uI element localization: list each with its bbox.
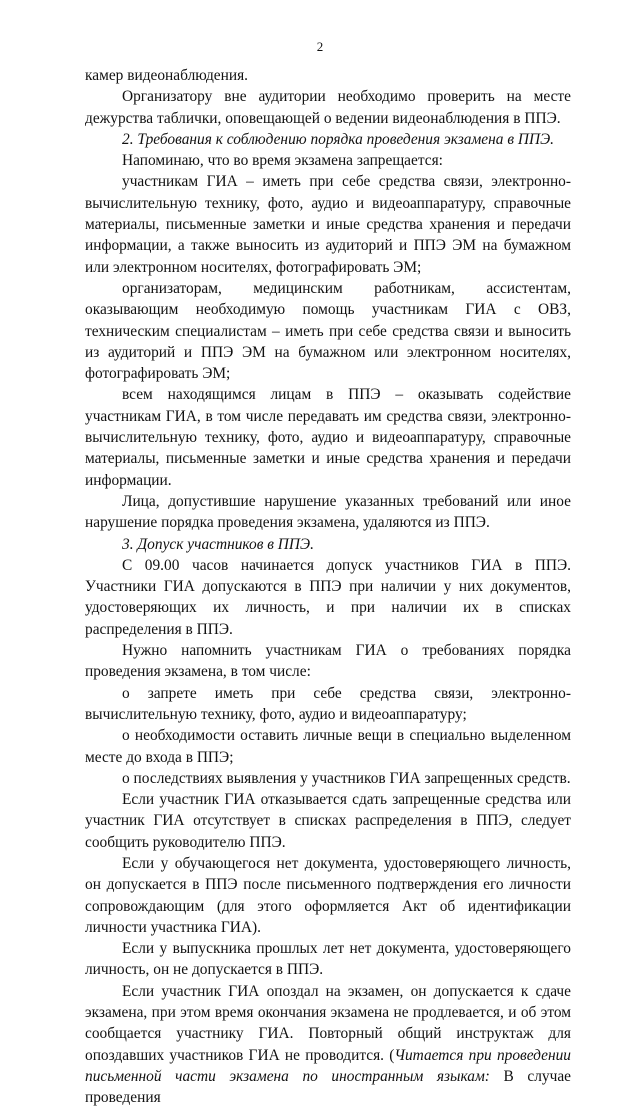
section-heading: 3. Допуск участников в ППЭ. bbox=[122, 535, 314, 553]
paragraph: Организатору вне аудитории необходимо проверить на месте дежурства таблички, оповещающей о ведении видеонаблюдения в ППЭ. bbox=[85, 88, 571, 127]
list-item: о запрете иметь при себе средства связи, электронно-вычислительную технику, фото, аудио и видеоаппаратуру; bbox=[85, 684, 571, 723]
paragraph: Напоминаю, что во время экзамена запрещается: bbox=[122, 152, 443, 170]
page-number: 2 bbox=[316, 39, 324, 54]
list-item: всем находящимся лицам в ППЭ – оказывать содействие участникам ГИА, в том числе передавать им средства связи, электронно-вычислительную технику, фото, аудио и видеоаппаратуру, справочные материалы, письменные заметки и иные средства хранения и передачи информации. bbox=[85, 386, 571, 489]
paragraph: Лица, допустившие нарушение указанных требований или иное нарушение порядка проведения экзамена, удаляются из ППЭ. bbox=[85, 492, 571, 532]
italic-note: Читается при проведении письменной части экзамена по иностранным языкам: bbox=[85, 1046, 571, 1085]
paragraph: Нужно напомнить участникам ГИА о требованиях порядка проведения экзамена, в том числе: bbox=[85, 642, 571, 681]
list-item: о последствиях выявления у участников ГИА запрещенных средств. bbox=[122, 769, 571, 787]
list-item: участникам ГИА – иметь при себе средства связи, электронно-вычислительную технику, фото, аудио и видеоаппаратуру, справочные материалы, письменные заметки и иные средства хранения и передачи информации, а также выносить из аудиторий и ППЭ ЭМ на бумажном или электронном носителях, фотографировать ЭМ; bbox=[85, 173, 571, 276]
paragraph: камер видеонаблюдения. bbox=[85, 67, 249, 84]
paragraph-text-continued: В случае проведения bbox=[85, 1067, 571, 1107]
document-body bbox=[85, 65, 571, 1109]
paragraph: Если у обучающегося нет документа, удостоверяющего личность, он допускается в ППЭ после письменного подтверждения его личности сопровождающим (для этого оформляется Акт об идентификации личности участника ГИА). bbox=[85, 854, 571, 936]
paragraph: С 09.00 часов начинается допуск участников ГИА в ППЭ. Участники ГИА допускаются в ППЭ при наличии у них документов, удостоверяющих их личность, и при наличии их в списках распределения в ППЭ. bbox=[85, 556, 571, 638]
paragraph: Если у выпускника прошлых лет нет документа, удостоверяющего личность, он не допускается в ППЭ. bbox=[85, 940, 571, 979]
paragraph: Если участник ГИА отказывается сдать запрещенные средства или участник ГИА отсутствует в списках распределения в ППЭ, следует сообщить руководителю ППЭ. bbox=[85, 791, 571, 851]
paragraph bbox=[85, 981, 571, 1109]
list-item: организаторам, медицинским работникам, ассистентам, оказывающим необходимую помощь участникам ГИА с ОВЗ, техническим специалистам – иметь при себе средства связи и выносить из аудиторий и ППЭ ЭМ на бумажном или электронном носителях, фотографировать ЭМ; bbox=[85, 279, 571, 383]
list-item: о необходимости оставить личные вещи в специально выделенном месте до входа в ППЭ; bbox=[85, 727, 571, 766]
paragraph-text: Если участник ГИА опоздал на экзамен, он допускается к сдаче экзамена, при этом время окончания экзамена не продлевается, и об этом сообщается участнику ГИА. Повторный общий инструктаж для опоздавших участников ГИА не проводится. ( bbox=[85, 982, 571, 1064]
section-heading: 2. Требования к соблюдению порядка проведения экзамена в ППЭ. bbox=[122, 130, 554, 148]
